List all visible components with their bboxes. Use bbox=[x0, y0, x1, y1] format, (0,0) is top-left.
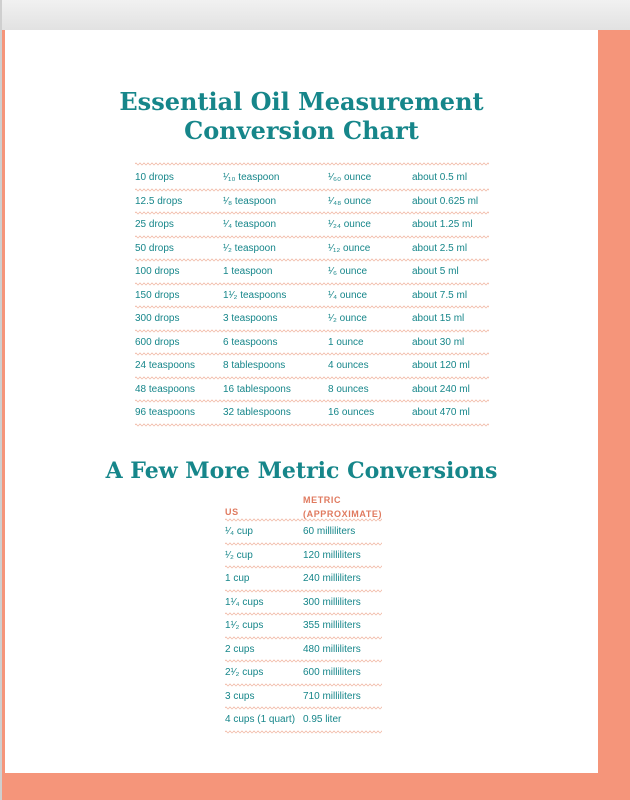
table-cell: ¹⁄₆ ounce bbox=[328, 266, 368, 277]
metric-table-header bbox=[225, 490, 382, 520]
table-row bbox=[225, 638, 382, 662]
table-cell: about 470 ml bbox=[412, 407, 470, 418]
table-cell: about 30 ml bbox=[412, 336, 465, 348]
table-cell: about 2.5 ml bbox=[412, 242, 468, 254]
table-row bbox=[135, 213, 489, 237]
table-cell: 1¹⁄₂ teaspoons bbox=[223, 289, 287, 301]
table-cell: 150 drops bbox=[135, 289, 180, 301]
table-cell: ¹⁄₄₈ ounce bbox=[328, 195, 372, 207]
header-metric-line1: METRIC bbox=[303, 495, 342, 505]
table-row bbox=[135, 260, 489, 284]
table-cell: about 120 ml bbox=[412, 360, 470, 371]
table-cell: ¹⁄₁₂ ounce bbox=[328, 242, 371, 254]
table-cell: about 1.25 ml bbox=[412, 219, 473, 230]
table-cell: 50 drops bbox=[135, 242, 174, 254]
oil-chart-title-line2: Conversion Chart bbox=[184, 116, 419, 145]
table-cell: 16 tablespoons bbox=[223, 383, 291, 395]
table-cell: 120 milliliters bbox=[303, 549, 361, 561]
table-cell: about 0.625 ml bbox=[412, 195, 479, 207]
table-row bbox=[225, 544, 382, 568]
table-cell: about 240 ml bbox=[412, 383, 470, 395]
table-cell: 1¹⁄₂ cups bbox=[225, 620, 264, 631]
table-cell: 710 milliliters bbox=[303, 690, 361, 702]
header-metric-line2: (APPROXIMATE) bbox=[303, 509, 383, 519]
document-page bbox=[5, 30, 598, 773]
table-row bbox=[135, 166, 489, 190]
header-us: US bbox=[225, 507, 239, 517]
table-cell: ¹⁄₄ ounce bbox=[328, 289, 368, 301]
table-row bbox=[225, 685, 382, 709]
table-row bbox=[135, 284, 489, 308]
header-metric bbox=[303, 493, 382, 521]
table-cell: ¹⁄₂ teaspoon bbox=[223, 242, 276, 254]
table-cell: 10 drops bbox=[135, 172, 174, 183]
metric-conversion-table bbox=[225, 490, 382, 732]
table-cell: 4 ounces bbox=[328, 360, 369, 371]
table-cell: 1 teaspoon bbox=[223, 266, 273, 277]
table-cell: 8 tablespoons bbox=[223, 360, 286, 371]
table-row bbox=[135, 331, 489, 355]
oil-conversion-table bbox=[135, 162, 489, 425]
table-row bbox=[135, 354, 489, 378]
table-row bbox=[135, 190, 489, 214]
table-cell: ¹⁄₈ teaspoon bbox=[223, 195, 277, 207]
table-row bbox=[225, 520, 382, 544]
table-cell: 24 teaspoons bbox=[135, 360, 196, 371]
table-cell: about 7.5 ml bbox=[412, 289, 468, 301]
table-cell: 600 drops bbox=[135, 336, 180, 348]
table-row bbox=[225, 591, 382, 615]
table-cell: 6 teaspoons bbox=[223, 336, 278, 348]
table-row bbox=[135, 307, 489, 331]
viewer-top-edge bbox=[0, 0, 630, 30]
table-cell: ¹⁄₄ teaspoon bbox=[223, 219, 277, 230]
table-cell: 8 ounces bbox=[328, 383, 369, 395]
wavy-divider bbox=[225, 730, 382, 734]
table-cell: ¹⁄₄ cup bbox=[225, 526, 253, 537]
viewer-left-edge bbox=[0, 0, 2, 800]
table-cell: 16 ounces bbox=[328, 407, 375, 418]
table-cell: about 15 ml bbox=[412, 313, 465, 324]
table-cell: ¹⁄₂₄ ounce bbox=[328, 219, 371, 230]
table-cell: 4 cups (1 quart) bbox=[225, 714, 296, 725]
table-cell: 48 teaspoons bbox=[135, 383, 196, 395]
table-row bbox=[225, 661, 382, 685]
table-row bbox=[225, 614, 382, 638]
table-row bbox=[225, 567, 382, 591]
table-cell: 1¹⁄₄ cups bbox=[225, 596, 264, 608]
table-cell: 100 drops bbox=[135, 266, 180, 277]
table-cell: 300 milliliters bbox=[303, 596, 361, 608]
table-cell: ¹⁄₂ ounce bbox=[328, 313, 367, 324]
table-row bbox=[135, 401, 489, 425]
table-cell: 480 milliliters bbox=[303, 643, 361, 655]
table-row bbox=[135, 378, 489, 402]
wavy-divider bbox=[135, 423, 489, 427]
table-cell: ¹⁄₂ cup bbox=[225, 549, 253, 561]
oil-chart-title bbox=[5, 87, 598, 145]
table-cell: 3 cups bbox=[225, 690, 255, 702]
table-cell: 0.95 liter bbox=[303, 714, 342, 725]
table-cell: about 5 ml bbox=[412, 266, 459, 277]
table-cell: 1 cup bbox=[225, 573, 250, 584]
table-cell: about 0.5 ml bbox=[412, 172, 468, 183]
table-row bbox=[135, 237, 489, 261]
table-cell: 96 teaspoons bbox=[135, 407, 196, 418]
table-cell: 2¹⁄₂ cups bbox=[225, 667, 264, 678]
table-row bbox=[225, 708, 382, 732]
metric-conversions-title: A Few More Metric Conversions bbox=[105, 458, 498, 484]
table-cell: 12.5 drops bbox=[135, 195, 183, 207]
table-cell: 600 milliliters bbox=[303, 667, 361, 678]
table-cell: 3 teaspoons bbox=[223, 313, 278, 324]
table-cell: 300 drops bbox=[135, 313, 180, 324]
table-cell: ¹⁄₁₀ teaspoon bbox=[223, 172, 280, 183]
table-cell: 355 milliliters bbox=[303, 620, 361, 631]
table-cell: 32 tablespoons bbox=[223, 407, 291, 418]
table-cell: ¹⁄₆₀ ounce bbox=[328, 172, 372, 183]
oil-chart-title-line1: Essential Oil Measurement bbox=[119, 87, 484, 116]
table-cell: 2 cups bbox=[225, 643, 255, 655]
table-cell: 240 milliliters bbox=[303, 573, 361, 584]
table-cell: 25 drops bbox=[135, 219, 174, 230]
table-cell: 1 ounce bbox=[328, 336, 364, 348]
table-cell: 60 milliliters bbox=[303, 526, 356, 537]
